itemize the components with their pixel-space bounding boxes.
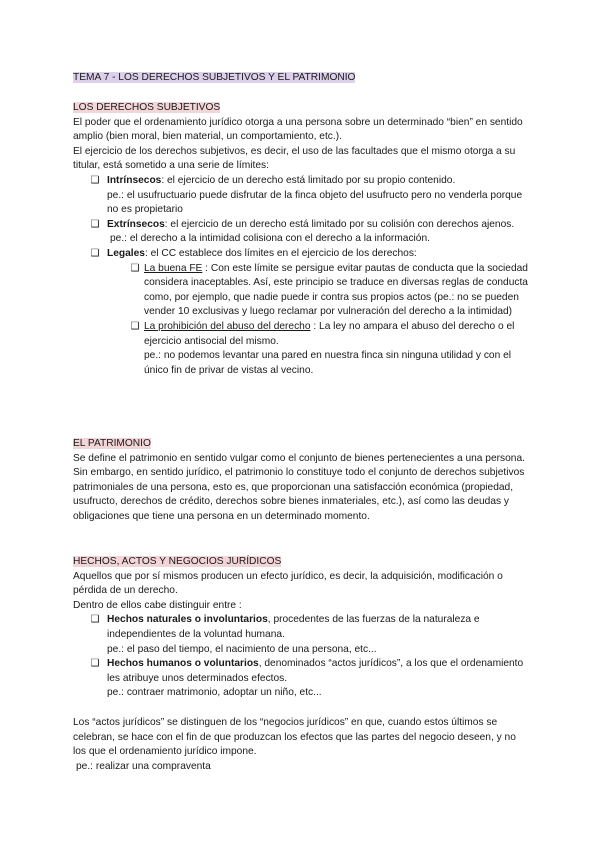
list-item-hechos-naturales bbox=[73, 613, 528, 642]
document-title-block bbox=[73, 71, 528, 86]
checkbox-bullet-icon: ❑ bbox=[90, 174, 100, 186]
term-hechos-naturales: Hechos naturales o involuntarios bbox=[107, 614, 268, 626]
text-abuso-derecho: : La ley no ampara el abuso del derecho o el ejercicio antisocial del mismo. bbox=[144, 320, 515, 347]
section-derechos bbox=[73, 101, 528, 378]
term-abuso-derecho: La prohibición del abuso del derecho bbox=[144, 320, 311, 332]
text-legales: : el CC establece dos límites en el ejercicio de los derechos: bbox=[144, 247, 417, 259]
document-title: TEMA 7 - LOS DERECHOS SUBJETIVOS Y EL PATRIMONIO bbox=[73, 72, 356, 83]
term-hechos-humanos: Hechos humanos o voluntarios bbox=[107, 658, 259, 670]
derechos-paragraph-1: El poder que el ordenamiento jurídico otorga a una persona sobre un determinado “bien” en sentido amplio (bien moral, bien material, un comportamiento, etc.). bbox=[73, 116, 523, 143]
checkbox-bullet-icon: ❑ bbox=[90, 658, 100, 670]
example-extrinsecos: pe.: el derecho a la intimidad colisiona con el derecho a la información. bbox=[110, 233, 430, 245]
section-heading-patrimonio: EL PATRIMONIO bbox=[73, 438, 151, 449]
example-hechos-humanos: pe.: contraer matrimonio, adoptar un niño, etc... bbox=[107, 687, 322, 699]
section-hechos bbox=[73, 555, 528, 701]
example-hechos-naturales: pe.: el paso del tiempo, el nacimiento de una persona, etc... bbox=[107, 643, 377, 655]
hechos-paragraph-1: Aquellos que por sí mismos producen un efecto jurídico, es decir, la adquisición, modificación o pérdida de un derecho. bbox=[73, 570, 503, 597]
checkbox-bullet-icon: ❑ bbox=[90, 614, 100, 626]
section-heading-derechos: LOS DERECHOS SUBJETIVOS bbox=[73, 102, 221, 113]
text-hechos-naturales: , procedentes de las fuerzas de la naturaleza e independientes de la voluntad humana. bbox=[107, 614, 480, 640]
checkbox-bullet-icon: ❑ bbox=[90, 218, 100, 230]
text-buena-fe: : Con este límite se persigue evitar pautas de conducta que la sociedad considera inaceptables. Así, este principio se traduce en diversas reglas de conducta como, por ejemplo, que nadie puede ir contra sus propios actos (pe.: no se pueden vender 10 exclusivas y luego reclamar por vulneración del derecho a la intimidad) bbox=[144, 262, 528, 318]
term-legales: Legales bbox=[107, 247, 145, 259]
list-item-abuso-derecho bbox=[73, 320, 528, 349]
text-extrinsecos: : el ejercicio de un derecho está limitado por su colisión con derechos ajenos. bbox=[164, 218, 515, 230]
hechos-paragraph-3: Los “actos jurídicos” se distinguen de los “negocios jurídicos” en que, cuando estos últimos se celebran, se hace con el fin de que produzcan los efectos que las partes del negocio deseen, y no los que el ordenamiento jurídico impone. bbox=[73, 717, 516, 758]
example-abuso-derecho: pe.: no podemos levantar una pared en nuestra finca sin ninguna utilidad y con el único fin de privar de vistas al vecino. bbox=[144, 350, 511, 376]
list-item-intrinsecos bbox=[73, 174, 528, 189]
text-intrinsecos: : el ejercicio de un derecho está limitado por su propio contenido. bbox=[161, 174, 456, 186]
term-intrinsecos: Intrínsecos bbox=[107, 174, 162, 186]
derechos-paragraph-2: El ejercicio de los derechos subjetivos, es decir, el uso de las facultades que el mismo otorga a su titular, está sometido a una serie de límites: bbox=[73, 145, 516, 172]
list-item-buena-fe bbox=[73, 262, 528, 320]
list-item-legales bbox=[73, 247, 528, 262]
text-hechos-humanos: , denominados “actos jurídicos”, a los que el ordenamiento les atribuye unos determinados efectos. bbox=[107, 658, 524, 684]
checkbox-bullet-icon: ❑ bbox=[90, 247, 100, 259]
example-intrinsecos: pe.: el usufructuario puede disfrutar de la finca objeto del usufructo pero no venderla porque no es propietario bbox=[107, 189, 523, 216]
hechos-paragraph-4: pe.: realizar una compraventa bbox=[76, 760, 211, 772]
checkbox-bullet-icon: ❑ bbox=[130, 320, 140, 332]
term-extrinsecos: Extrínsecos bbox=[107, 218, 165, 230]
section-heading-hechos: HECHOS, ACTOS Y NEGOCIOS JURÍDICOS bbox=[73, 556, 282, 567]
hechos-paragraph-2: Dentro de ellos cabe distinguir entre : bbox=[73, 599, 242, 611]
checkbox-bullet-icon: ❑ bbox=[130, 262, 140, 274]
term-buena-fe: La buena FE bbox=[144, 262, 203, 274]
list-item-extrinsecos bbox=[73, 218, 528, 233]
list-item-hechos-humanos bbox=[73, 657, 528, 686]
patrimonio-paragraph-1: Se define el patrimonio en sentido vulgar como el conjunto de bienes pertenecientes a una persona. Sin embargo, en sentido jurídico, el patrimonio lo constituye todo el conjunto de derechos subjetivos patrimoniales de una persona, esto es, que proporcionan una satisfacción económica (propiedad, usufructo, derechos de crédito, derechos sobre bienes inmateriales, etc.), así como las deudas y obligaciones que tiene una persona en un determinado momento. bbox=[73, 452, 525, 522]
section-actos-negocios bbox=[73, 716, 528, 774]
section-patrimonio bbox=[73, 437, 528, 525]
